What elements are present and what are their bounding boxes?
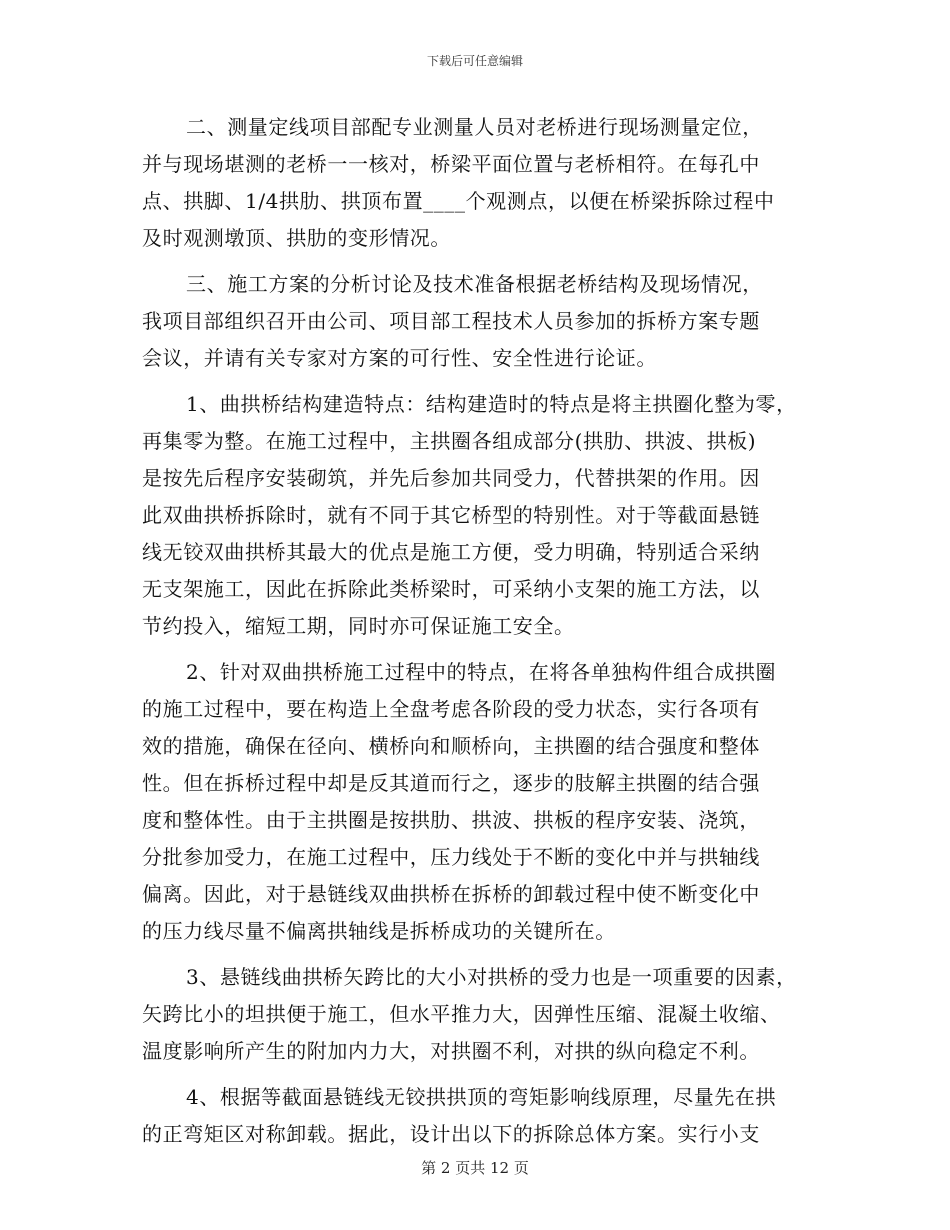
text-line: 节约投入，缩短工期，同时亦可保证施工安全。 — [142, 614, 575, 638]
text-line: 的施工过程中，要在构造上全盘考虑各阶段的受力状态，实行各项有 — [142, 697, 760, 721]
text-line: 我项目部组织召开由公司、项目部工程技术人员参加的拆桥方案专题 — [142, 309, 760, 333]
text-line: 线无铰双曲拱桥其最大的优点是施工方便，受力明确，特别适合采纳 — [142, 540, 760, 564]
text-line: 此双曲拱桥拆除时，就有不同于其它桥型的特别性。对于等截面悬链 — [142, 503, 760, 527]
text-line: 度和整体性。由于主拱圈是按拱肋、拱波、拱板的程序安装、浇筑， — [142, 808, 760, 832]
text-line: 4、根据等截面悬链线无铰拱拱顶的弯矩影响线原理，尽量先在拱 — [186, 1085, 777, 1109]
text-line: 点、拱脚、1/4拱肋、拱顶布置____个观测点，以便在桥梁拆除过程中 — [142, 189, 775, 213]
page-header: 下载后可任意编辑 — [426, 54, 523, 68]
text-line: 会议，并请有关专家对方案的可行性、安全性进行论证。 — [142, 346, 657, 370]
text-line: 1、曲拱桥结构建造特点：结构建造时的特点是将主拱圈化整为零， — [186, 392, 797, 416]
text-line: 是按先后程序安装砌筑，并先后参加共同受力，代替拱架的作用。因 — [142, 466, 760, 490]
text-line: 三、施工方案的分析讨论及技术准备根据老桥结构及现场情况， — [186, 272, 763, 296]
text-line: 分批参加受力，在施工过程中，压力线处于不断的变化中并与拱轴线 — [142, 845, 760, 869]
paragraph-plan-discussion — [142, 266, 822, 377]
text-line: 的压力线尽量不偏离拱轴线是拆桥成功的关键所在。 — [142, 919, 616, 943]
text-line: 3、悬链线曲拱桥矢跨比的大小对拱桥的受力也是一项重要的因素， — [186, 965, 797, 989]
paragraph-point-1 — [142, 386, 822, 645]
paragraph-survey — [142, 109, 822, 257]
text-line: 矢跨比小的坦拱便于施工，但水平推力大，因弹性压缩、混凝土收缩、 — [142, 1002, 781, 1026]
text-line: 的正弯矩区对称卸载。据此，设计出以下的拆除总体方案。实行小支 — [142, 1122, 760, 1146]
paragraph-point-3 — [142, 959, 822, 1070]
text-line: 偏离。因此，对于悬链线双曲拱桥在拆桥的卸载过程中使不断变化中 — [142, 882, 760, 906]
text-line: 温度影响所产生的附加内力大，对拱圈不利，对拱的纵向稳定不利。 — [142, 1039, 760, 1063]
text-line: 并与现场堪测的老桥一一核对，桥梁平面位置与老桥相符。在每孔中 — [142, 152, 760, 176]
document-body — [142, 109, 822, 1162]
text-line: 2、针对双曲拱桥施工过程中的特点，在将各单独构件组合成拱圈 — [186, 660, 777, 684]
text-line: 二、测量定线项目部配专业测量人员对老桥进行现场测量定位， — [186, 115, 763, 139]
text-line: 效的措施，确保在径向、横桥向和顺桥向，主拱圈的结合强度和整体 — [142, 734, 760, 758]
text-line: 再集零为整。在施工过程中，主拱圈各组成部分(拱肋、拱波、拱板) — [142, 429, 757, 453]
paragraph-point-4 — [142, 1079, 822, 1153]
text-line: 及时观测墩顶、拱肋的变形情况。 — [142, 226, 451, 250]
page-number: 第 2 页共 12 页 — [421, 1159, 529, 1177]
paragraph-point-2 — [142, 654, 822, 950]
text-line: 无支架施工，因此在拆除此类桥梁时，可采纳小支架的施工方法，以 — [142, 577, 760, 601]
text-line: 性。但在拆桥过程中却是反其道而行之，逐步的肢解主拱圈的结合强 — [142, 771, 760, 795]
